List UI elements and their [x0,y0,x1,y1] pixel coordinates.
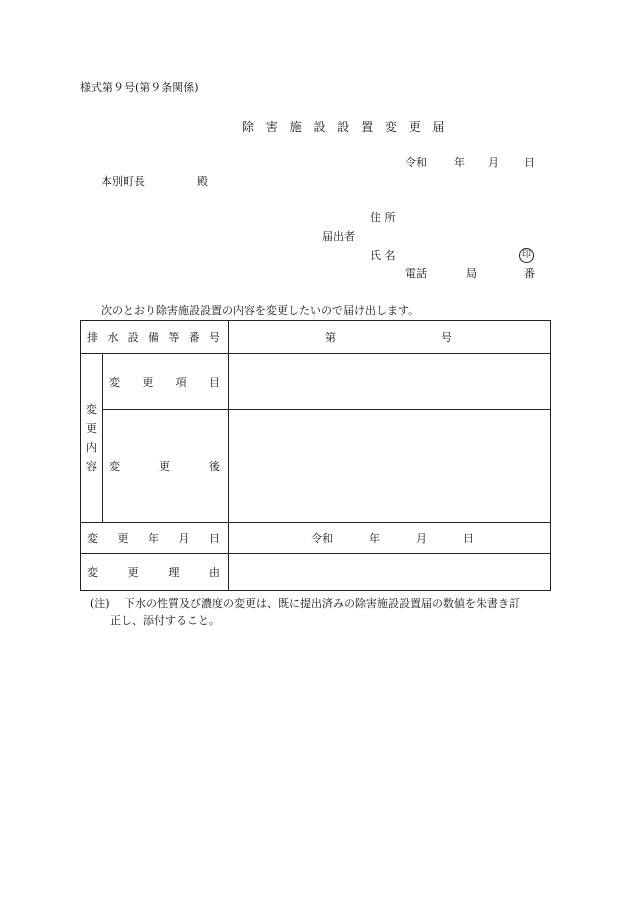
date-era: 令和 [405,156,427,169]
intro-text: 次のとおり除害施設設置の内容を変更したいので届け出します。 [101,304,420,317]
date-month: 月 [488,156,499,169]
change-date-label-char: 日 [209,532,220,545]
change-date-label-char: 年 [148,532,159,545]
reason-label [81,554,229,591]
drainage-label-char: 等 [168,331,180,344]
note-line1: 下水の性質及び濃度の変更は、既に提出済みの除害施設設置届の数値を朱書き訂 [124,597,520,610]
change-date-month: 月 [416,532,427,545]
drainage-label-char: 備 [147,331,159,344]
address-label: 住 所 [370,211,396,224]
form-number: 様式第９号(第９条関係) [80,81,199,94]
change-date-value[interactable] [229,523,551,554]
reason-label-char: 変 [87,566,98,579]
change-content-label-char: 内 [86,441,97,454]
drainage-prefix: 第 [325,331,336,344]
after-change-value[interactable] [229,410,551,523]
date-day: 日 [524,156,535,169]
change-item-label [103,354,229,410]
drainage-label-char: 番 [188,331,200,344]
drainage-suffix: 号 [441,331,452,344]
change-date-day: 日 [463,532,474,545]
change-content-label-char: 変 [86,403,97,416]
drainage-label [81,321,229,354]
reason-label-char: 理 [168,566,180,579]
name-label: 氏 名 [370,249,396,262]
change-item-label-char: 更 [142,375,154,389]
drainage-label-char: 設 [127,331,139,344]
change-item-value[interactable] [229,354,551,410]
after-change-label [103,410,229,523]
drainage-row [81,321,551,354]
change-date-label-char: 月 [178,532,190,545]
change-item-label-char: 項 [175,375,187,389]
reason-label-char: 由 [208,566,220,579]
change-date-row [81,523,551,554]
addressee-honorific: 殿 [197,175,208,188]
phone-exchange: 局 [466,267,477,280]
drainage-label-char: 号 [208,331,220,344]
change-item-label-char: 目 [208,375,220,389]
change-content-label-char: 更 [86,422,97,435]
change-date-label-char: 更 [117,532,129,545]
addressee-name: 本別町長 [101,175,145,188]
change-date-year: 年 [369,532,380,545]
change-date-label [81,523,229,554]
drainage-label-char: 排 [87,331,98,344]
after-change-label-char: 更 [159,460,170,473]
change-content-label-char: 容 [86,460,97,473]
reason-row [81,554,551,591]
note-marker: (注) [90,597,110,610]
after-change-row [81,410,551,523]
date-year: 年 [454,156,465,169]
change-date-era: 令和 [311,532,333,545]
change-form-table [80,320,551,591]
change-item-label-char: 変 [109,375,120,389]
drainage-label-char: 水 [107,331,119,344]
change-date-label-char: 変 [87,532,98,545]
phone-number: 番 [524,267,535,280]
seal-mark: 印 [519,248,534,263]
change-content-label [81,354,103,523]
phone-label: 電話 [405,267,427,280]
form-title: 除 害 施 設 設 置 変 更 届 [242,120,449,134]
drainage-value[interactable] [229,321,551,354]
reason-label-char: 更 [127,566,139,579]
applicant-label: 届出者 [322,230,355,243]
change-item-row [81,354,551,410]
reason-value[interactable] [229,554,551,591]
after-change-label-char: 後 [209,460,220,473]
note-line2: 正し、添付すること。 [110,614,220,627]
after-change-label-char: 変 [109,460,120,473]
